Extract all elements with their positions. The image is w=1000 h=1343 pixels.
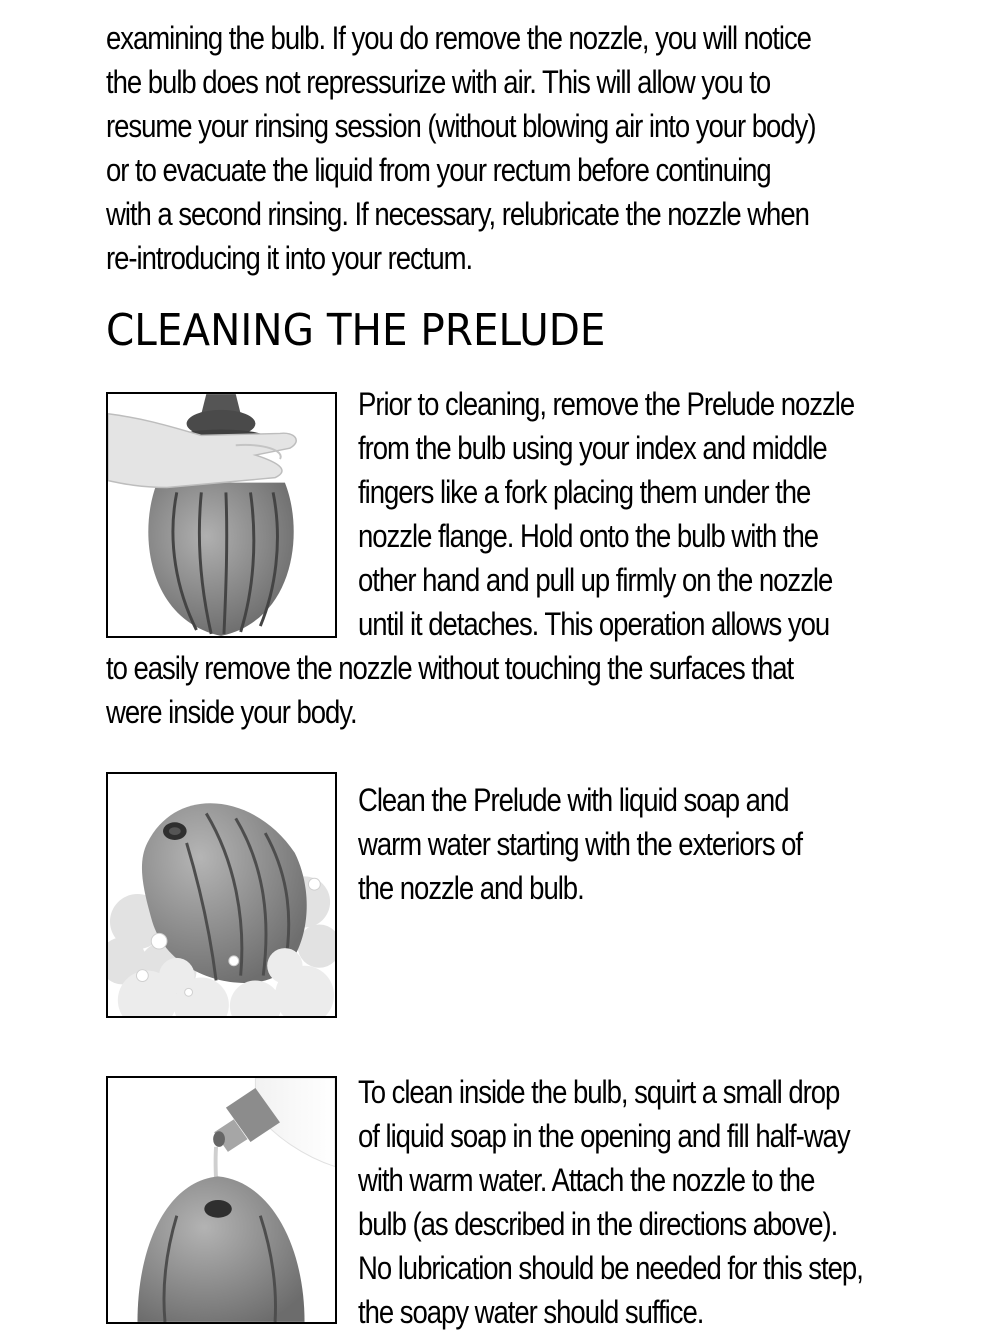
step1-paragraph [358, 382, 854, 646]
intro-paragraph [106, 16, 815, 280]
text-line: the nozzle and bulb. [358, 870, 584, 906]
text-line: with a second rinsing. If necessary, relubricate the nozzle when [106, 196, 809, 232]
text-line: To clean inside the bulb, squirt a small drop [358, 1074, 840, 1110]
text-line: were inside your body. [106, 694, 357, 730]
text-line: Prior to cleaning, remove the Prelude nozzle [358, 386, 855, 422]
text-line: bulb (as described in the directions above). [358, 1206, 838, 1242]
text-line: from the bulb using your index and middle [358, 430, 827, 466]
section-heading: CLEANING THE PRELUDE [106, 305, 606, 356]
text-line: No lubrication should be needed for this step, [358, 1250, 863, 1286]
text-line: warm water starting with the exteriors of [358, 826, 803, 862]
step1-paragraph-continued [106, 646, 793, 734]
text-line: until it detaches. This operation allows you [358, 606, 830, 642]
soap-bottle-pouring-illustration [106, 1076, 337, 1324]
text-line: other hand and pull up firmly on the nozzle [358, 562, 833, 598]
text-line: the bulb does not repressurize with air. This will allow you to [106, 64, 771, 100]
text-line: or to evacuate the liquid from your rectum before continuing [106, 152, 771, 188]
text-line: resume your rinsing session (without blowing air into your body) [106, 108, 816, 144]
text-line: Clean the Prelude with liquid soap and [358, 782, 789, 818]
hand-removing-nozzle-illustration [106, 392, 337, 638]
text-line: of liquid soap in the opening and fill half-way [358, 1118, 850, 1154]
text-line: re-introducing it into your rectum. [106, 240, 473, 276]
text-line: nozzle flange. Hold onto the bulb with the [358, 518, 819, 554]
step3-paragraph [358, 1070, 863, 1334]
text-line: to easily remove the nozzle without touching the surfaces that [106, 650, 794, 686]
soapy-bulb-illustration [106, 772, 337, 1018]
step2-paragraph [358, 778, 802, 910]
text-line: the soapy water should suffice. [358, 1294, 704, 1330]
text-line: with warm water. Attach the nozzle to the [358, 1162, 815, 1198]
text-line: fingers like a fork placing them under the [358, 474, 811, 510]
text-line: examining the bulb. If you do remove the nozzle, you will notice [106, 20, 811, 56]
